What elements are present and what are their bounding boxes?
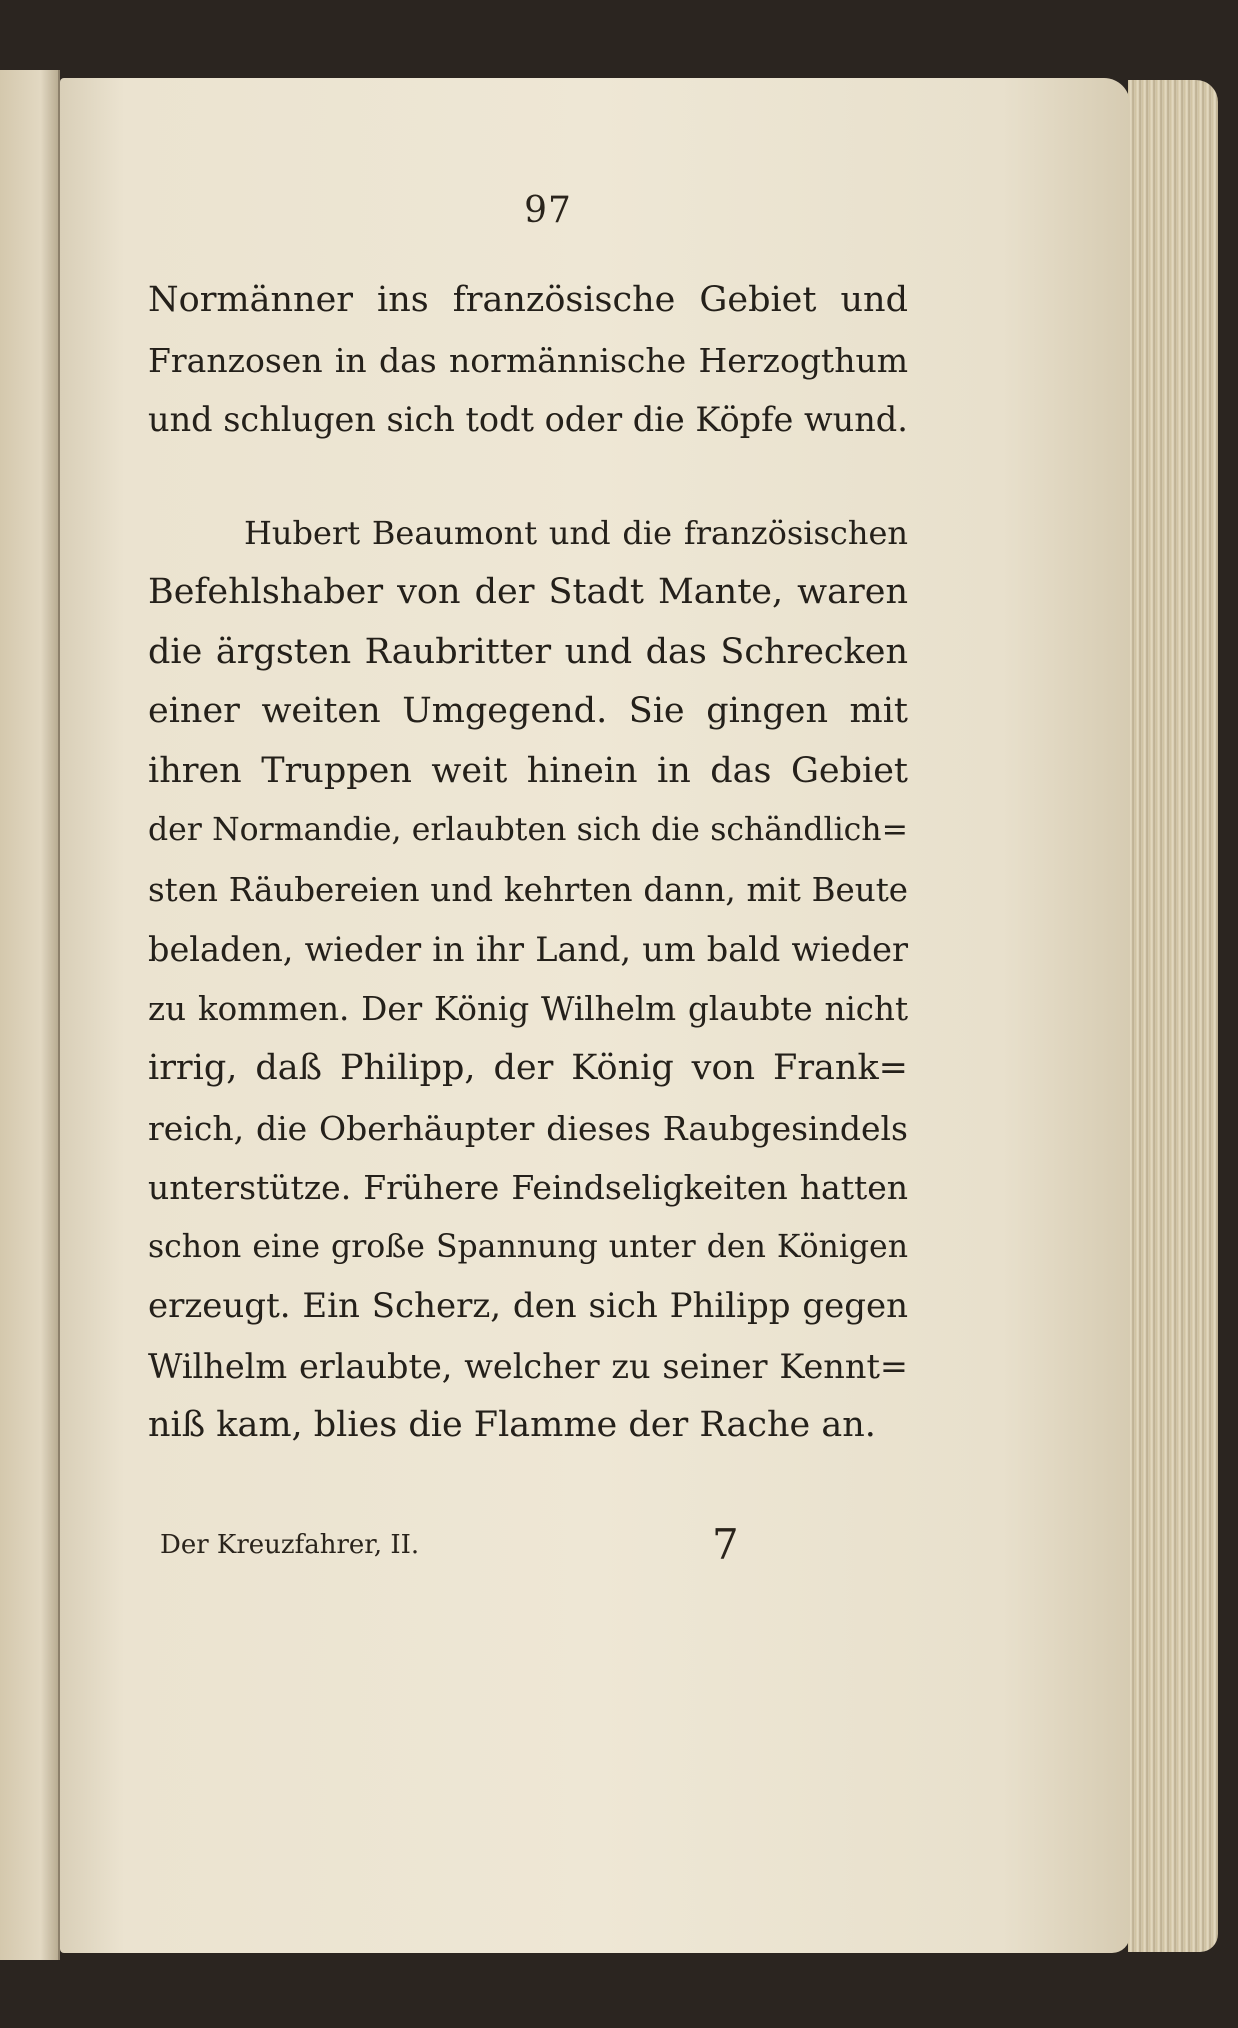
- page-number: 97: [524, 190, 572, 231]
- text-line: niß kam, blies die Flamme der Rache an.: [148, 1405, 876, 1445]
- text-line: Wilhelm erlaubte, welcher zu seiner Kennt=: [148, 1346, 908, 1386]
- page-block-edges: [1128, 80, 1218, 1952]
- text-line: erzeugt. Ein Scherz, den sich Philipp gegen: [148, 1286, 908, 1326]
- text-line: reich, die Oberhäupter dieses Raubgesindels: [148, 1108, 908, 1148]
- text-line: sten Räubereien und kehrten dann, mit Beute: [148, 870, 908, 909]
- text-line: der Normandie, erlaubten sich die schändlich=: [148, 812, 908, 848]
- signature-line: Der Kreuzfahrer, II.: [160, 1530, 420, 1560]
- sheet-mark: 7: [712, 1520, 739, 1569]
- text-line: irrig, daß Philipp, der König von Frank=: [148, 1048, 908, 1088]
- text-line: Franzosen in das normännische Herzogthum: [148, 340, 908, 380]
- paragraph-2: [148, 504, 908, 1456]
- left-page-edge: [0, 70, 60, 1960]
- text-line: beladen, wieder in ihr Land, um bald wieder: [148, 930, 908, 969]
- text-line: und schlugen sich todt oder die Köpfe wund.: [148, 400, 908, 439]
- paragraph-1: [148, 271, 908, 450]
- text-line: zu kommen. Der König Wilhelm glaubte nicht: [148, 989, 908, 1028]
- text-line: Befehlshaber von der Stadt Mante, waren: [148, 572, 908, 612]
- text-line: unterstütze. Frühere Feindseligkeiten hatten: [148, 1168, 908, 1207]
- page-content: [148, 190, 908, 1456]
- page-footer: [160, 1520, 760, 1570]
- text-line: ihren Truppen weit hinein in das Gebiet: [148, 750, 908, 791]
- text-line: Hubert Beaumont und die französischen: [244, 513, 908, 552]
- text-line: einer weiten Umgegend. Sie gingen mit: [148, 691, 908, 731]
- text-line: schon eine große Spannung unter den Königen: [148, 1228, 908, 1265]
- text-line: Normänner ins französische Gebiet und: [148, 280, 908, 320]
- text-line: die ärgsten Raubritter und das Schrecken: [148, 631, 908, 672]
